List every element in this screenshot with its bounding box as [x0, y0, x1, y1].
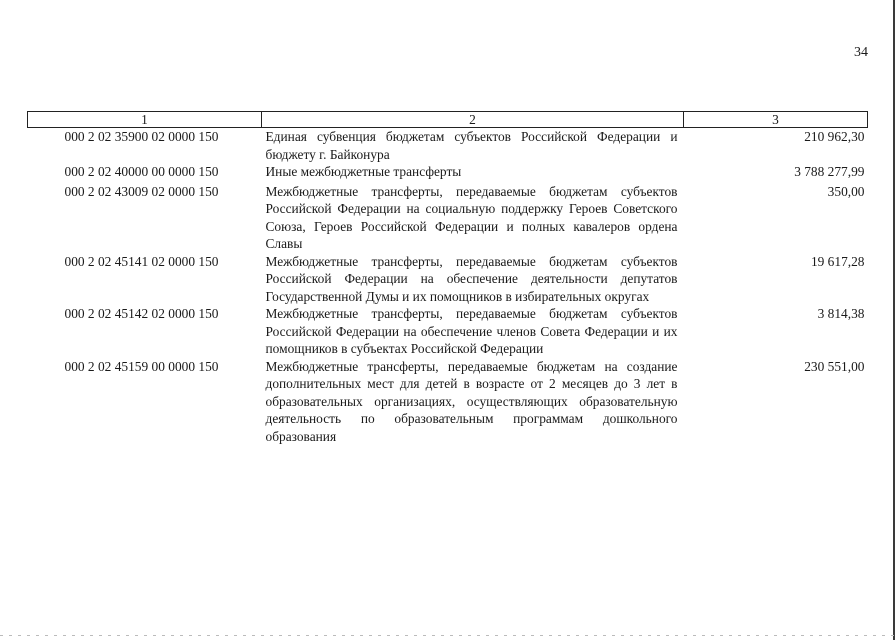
table-row — [28, 183, 868, 253]
table-header-row — [28, 112, 868, 128]
row-code: 000 2 02 35900 02 0000 150 — [64, 129, 219, 144]
table-row — [28, 358, 868, 446]
table-row — [28, 128, 868, 164]
scan-noise — [0, 635, 895, 636]
row-name: Иные межбюджетные трансферты — [265, 164, 462, 179]
row-name: Единая субвенция бюджетам субъектов Российской Федерации и бюджету г. Байконура — [265, 129, 678, 162]
row-name: Межбюджетные трансферты, передаваемые бюджетам на создание дополнительных мест для детей в возрасте от 2 месяцев до 3 лет в образовательных организациях, осуществляющих образовательную деятельность по образовательным программам дошкольного образования — [265, 358, 678, 444]
row-code: 000 2 02 40000 00 0000 150 — [64, 164, 219, 179]
row-code: 000 2 02 45142 02 0000 150 — [64, 306, 219, 321]
row-code: 000 2 02 45159 00 0000 150 — [64, 358, 219, 374]
row-amount: 210 962,30 — [804, 129, 865, 144]
table-row — [28, 163, 868, 183]
column-header-amount: 3 — [684, 112, 868, 128]
row-amount: 230 551,00 — [804, 358, 865, 374]
row-amount: 3 788 277,99 — [794, 164, 865, 179]
row-code: 000 2 02 43009 02 0000 150 — [64, 183, 219, 199]
table-row — [28, 253, 868, 306]
row-name: Межбюджетные трансферты, передаваемые бюджетам субъектов Российской Федерации на социальную поддержку Героев Советского Союза, Героев Российской Федерации и полных кавалеров ордена Славы — [265, 183, 678, 251]
column-header-code: 1 — [28, 112, 262, 128]
page-number: 34 — [854, 45, 868, 60]
row-amount: 350,00 — [827, 183, 865, 199]
row-amount: 19 617,28 — [810, 253, 865, 269]
row-name: Межбюджетные трансферты, передаваемые бюджетам субъектов Российской Федерации на обеспечение членов Совета Федерации и их помощников в субъектах Российской Федерации — [265, 306, 678, 356]
table-row — [28, 305, 868, 358]
column-header-name: 2 — [262, 112, 684, 128]
row-name: Межбюджетные трансферты, передаваемые бюджетам субъектов Российской Федерации на обеспечение деятельности депутатов Государственной Думы и их помощников в избирательных округах — [265, 253, 678, 304]
budget-table — [27, 111, 868, 445]
row-amount: 3 814,38 — [817, 306, 865, 321]
row-code: 000 2 02 45141 02 0000 150 — [64, 253, 219, 269]
